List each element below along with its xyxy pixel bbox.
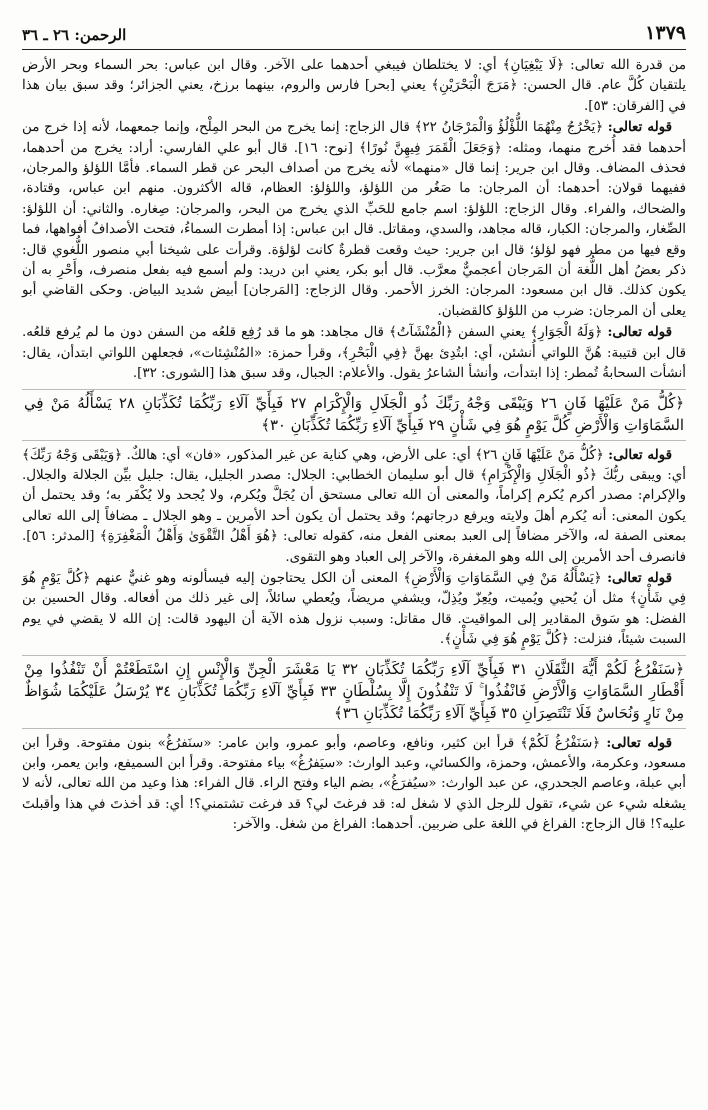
header-rule	[22, 49, 686, 50]
paragraph: قوله تعالى: ﴿سَنَفْرُغُ لَكُمْ﴾ قرأ ابن كثير، ونافع، وعاصم، وأبو عمرو، وابن عامر: «سنَفرُغُ» بنون مفتوحة. وقرأ ابن مسعود، وعكرمة، والأعمش، وحمزة، والكسائي، وعبد الوارث: «سيَفرُغُ» بياء مفتوحة. وقرأ ابن السميفع، وابن يعمر، وابن أبي عبلة، وعاصم الجحدري، عن عبد الوارث: «سيُفرَغُ»، بضم الياء وفتح الراء. قال الفراء: هذا وعيد من الله تعالى، لأنه لا يشغله شيء عن شيء، تقول للرجل الذي لا شغل له: قد فرغتَ لي؟ قد فرغت تشتمني؟! أي: قد أخذتَ في هذا وأقبلتَ عليه؟! قال الزجاج: الفراغ في اللغة على ضربين. أحدهما: الفراغ من شغل. والآخر:	[22, 734, 686, 833]
surah-range: الرحمن: ٢٦ ـ ٣٦	[22, 26, 127, 44]
paragraph: قوله تعالى: ﴿كُلُّ مَنْ عَلَيْهَا فَانٍ ٢٦﴾ أي: على الأرض، وهي كناية عن غير المذكور، «فان» أي: هالكٌ. ﴿وَيَبْقَى وَجْهُ رَبِّكَ﴾ أي: ويبقى ربُّكَ ﴿ذُو الْجَلَالِ وَالْإِكْرَامِ﴾ قال أبو سليمان الخطابي: الجلال: مصدر الجليل، يقال: جليل بيِّن الجلالة والجلال. والإكرام: مصدر أكرم يُكرم إكراماً، والمعنى أن الله تعالى مستحق أن يُجَلَّ ويُكرم، ولا يُجحد ولا يُكْفَر به؛ وقد يحتمل أن يكون المعنى: أنه يُكرم أهلَ ولايته ويرفع درجاتهم؛ وقد يحتمل أن يكون أحد الأمرين ـ وهو الجلال ـ مضافاً إلى الله تعالى بمعنى الصفة له، والآخر مضافاً إلى العبد بمعنى الفعل منه، كقوله تعالى: ﴿هُوَ أَهْلُ التَّقْوَىٰ وَأَهْلُ الْمَغْفِرَةِ﴾ [المدثر: ٥٦]. فانصرف أحد الأمرين إلى الله وهو المغفرة، والآخر إلى العباد وهو التقوى.	[22, 446, 686, 565]
commentary-lead: قوله تعالى:	[607, 569, 672, 586]
paragraph: من قدرة الله تعالى: ﴿لَا يَبْغِيَانِ﴾ أي: لا يختلطان فيبغي أحدهما على الآخر. وقال ابن عباس: بحر السماء وبحر الأرض يلتقيان كُلَّ عام. قال الحسن: ﴿مَرَجَ الْبَحْرَيْنِ﴾ يعني [بحر] فارس والروم، بينهما برزخ، يعني الجزائر؛ وقد سبق بيان هذا في [الفرقان: ٥٣].	[22, 58, 686, 114]
commentary-lead: قوله تعالى:	[607, 324, 672, 341]
commentary-lead: قوله تعالى:	[607, 119, 672, 136]
quran-verses-block: ﴿كُلُّ مَنْ عَلَيْهَا فَانٍ ٢٦ وَيَبْقَى وَجْهُ رَبِّكَ ذُو الْجَلَالِ وَالْإِكْرَامِ ٢٧ فَبِأَيِّ آلَاءِ رَبِّكُمَا تُكَذِّبَانِ ٢٨ يَسْأَلُهُ مَنْ فِي السَّمَاوَاتِ وَالْأَرْضِ كُلَّ يَوْمٍ هُوَ فِي شَأْنٍ ٢٩ فَبِأَيِّ آلَاءِ رَبِّكُمَا تُكَذِّبَانِ ٣٠﴾	[22, 389, 686, 441]
page-number: ١٣٧٩	[645, 22, 686, 44]
paragraph: قوله تعالى: ﴿يَسْأَلُهُ مَنْ فِي السَّمَاوَاتِ وَالْأَرْضِ﴾ المعنى أن الكل يحتاجون إليه فيسألونه وهو غنيٌّ عنهم ﴿كُلَّ يَوْمٍ هُوَ فِي شَأْنٍ﴾ مثل أن يُحيي ويُميت، ويُعِزّ ويُذِلّ، ويشفي مريضاً، ويُعطي سائلاً، إلى غير ذلك من أفعاله. وقال الحسين بن الفضل: هو سَوق المقادير إلى المواقيت. قال مقاتل: وسبب نزول هذه الآية أن اليهود قالت: إن الله لا يقضي في يوم السبت شيئاً، فنزلت: ﴿كُلَّ يَوْمٍ هُوَ فِي شَأْنٍ﴾.	[22, 569, 686, 648]
quran-verses-block: ﴿سَنَفْرُغُ لَكُمْ أَيُّهَ الثَّقَلَانِ ٣١ فَبِأَيِّ آلَاءِ رَبِّكُمَا تُكَذِّبَانِ ٣٢ يَا مَعْشَرَ الْجِنِّ وَالْإِنْسِ إِنِ اسْتَطَعْتُمْ أَنْ تَنْفُذُوا مِنْ أَقْطَارِ السَّمَاوَاتِ وَالْأَرْضِ فَانْفُذُوا ۚ لَا تَنْفُذُونَ إِلَّا بِسُلْطَانٍ ٣٣ فَبِأَيِّ آلَاءِ رَبِّكُمَا تُكَذِّبَانِ ٣٤ يُرْسَلُ عَلَيْكُمَا شُوَاظٌ مِنْ نَارٍ وَنُحَاسٌ فَلَا تَنْتَصِرَانِ ٣٥ فَبِأَيِّ آلَاءِ رَبِّكُمَا تُكَذِّبَانِ ٣٦﴾	[22, 655, 686, 729]
commentary-lead: قوله تعالى:	[606, 734, 672, 751]
book-page	[22, 14, 686, 1100]
page-header	[22, 14, 686, 44]
paragraph: قوله تعالى: ﴿يَخْرُجُ مِنْهُمَا اللُّؤْلُؤُ وَالْمَرْجَانُ ٢٢﴾ قال الزجاج: إنما يخرج من البحر المِلْح، وإنما جمعهما، لأنه إذا خرج من أحدهما فقد أُخرج منهما، ومثله: ﴿وَجَعَلَ الْقَمَرَ فِيهِنَّ نُورًا﴾ [نوح: ١٦]. قال أبو علي الفارسي: أراد: يخرج من أحدهما، فحذف المضاف. وقال ابن جرير: إنما قال «منهما» لأنه يخرج من أصداف البحر عن قطر السماء. فأمَّا اللؤلؤ والمرجان، ففيهما قولان: أحدهما: أن المرجان: ما صَغُر من اللؤلؤ، واللؤلؤ: العظام، قاله الأكثرون. منهم ابن عباس، وقتادة، والضحاك، والفراء. وقال الزجاج: اللؤلؤ: اسم جامع للحَبِّ الذي يخرج من البحر، والمرجان: صِغاره. والثاني: أن اللؤلؤ: الصِّغار، والمرجان: الكبار، قاله مجاهد، والسدي، ومقاتل. قال ابن عباس: إذا أمطرت السماءُ، فتحت الأصدافُ أفواهها، فما وقع فيها من مطر فهو لؤلؤ؛ قال ابن جرير: حيث وقعت قطرةٌ كانت لؤلؤة. وقرأت على شيخنا أبي منصور اللُّغوي قال: ذكر بعضُ أهل اللُّغة أن المَرجان أعجميٌّ معرَّب. قال أبو بكر، يعني ابن دريد: ولم أسمع فيه بفعل منصرف، وأَحْرِ به أن يكون كذلك. قال ابن مسعود: المرجان: الخرز الأحمر. وقال الزجاج: [المَرجان] أبيض شديد البياض. وحكى القاضي أبو يعلى أن المرجان: ضرب من اللؤلؤ كالقضبان.	[22, 119, 686, 319]
commentary-lead: قوله تعالى:	[608, 446, 672, 463]
paragraph: قوله تعالى: ﴿وَلَهُ الْجَوَارِ﴾ يعني السفن ﴿الْمُنْشَآتُ﴾ قال مجاهد: هو ما قد رُفِع قلعُه من السفن دون ما لم يُرفع قلعُه. قال ابن قتيبة: هُنَّ اللواتي أُنشئن، أي: ابتُدِئ بهنَّ ﴿فِي الْبَحْرِ﴾، وقرأ حمزة: «المُنْشِئات»، فجعلهن اللواتي ابتدأن، يقال: أنشأت السحابةُ تُمطر: إذا ابتدأت، وأنشأ الشاعرُ يقول. والأعلام: الجبال، وقد سبق هذا [الشورى: ٣٢].	[22, 324, 686, 382]
